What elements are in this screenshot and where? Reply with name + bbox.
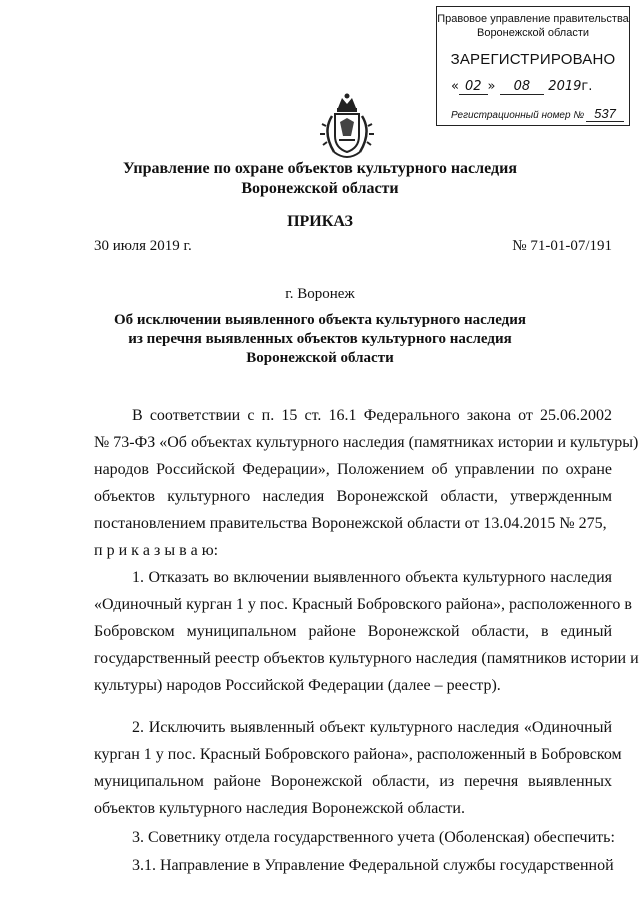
- title-line2: из перечня выявленных объектов культурного наследия: [128, 331, 512, 347]
- doc-type: ПРИКАЗ: [287, 213, 353, 230]
- body-line: 3.1. Направление в Управление Федеральной службы государственной: [132, 857, 614, 874]
- stamp-date-year: 2019: [548, 79, 582, 94]
- body-line: 2. Исключить выявленный объект культурного наследия «Одиночный: [132, 719, 612, 736]
- order-number: № 71-01-07/191: [512, 238, 612, 254]
- body-line: народов Российской Федерации», Положением об управлении по охране: [94, 461, 612, 478]
- body-line: В соответствии с п. 15 ст. 16.1 Федерального закона от 25.06.2002: [132, 407, 612, 424]
- stamp-reg-value: 537: [586, 106, 624, 122]
- org-name-line2: Воронежской области: [241, 180, 399, 197]
- registration-stamp: [436, 6, 630, 126]
- title-line3: Воронежской области: [246, 350, 394, 366]
- body-line: № 73-ФЗ «Об объектах культурного наследия (памятниках истории и культуры): [94, 434, 639, 451]
- title-line1: Об исключении выявленного объекта культурного наследия: [113, 312, 526, 328]
- stamp-date-month: 08: [500, 79, 545, 95]
- coat-of-arms-icon: [318, 92, 376, 162]
- stamp-date: « 02 » 08 2019г.: [451, 79, 593, 94]
- city: г. Воронеж: [285, 286, 355, 302]
- order-date: 30 июля 2019 г.: [94, 238, 192, 254]
- body-line: 3. Советнику отдела государственного учета (Оболенская) обеспечить:: [132, 829, 615, 846]
- body-line: «Одиночный курган 1 у пос. Красный Бобровского района», расположенного в: [94, 596, 632, 613]
- body-line: объектов культурного наследия Воронежской области.: [94, 800, 465, 817]
- body-line: культуры) народов Российской Федерации (далее – реестр).: [94, 677, 501, 694]
- body-line: постановлением правительства Воронежской области от 13.04.2015 № 275,: [94, 515, 607, 532]
- body-line-decree: п р и к а з ы в а ю:: [94, 542, 219, 559]
- body-line: Бобровском муниципальном районе Воронежской области, в единый: [94, 623, 612, 640]
- body-line: объектов культурного наследия Воронежской области, утвержденным: [94, 488, 612, 505]
- body-line: 1. Отказать во включении выявленного объекта культурного наследия: [132, 569, 612, 586]
- org-name-line1: Управление по охране объектов культурного наследия: [123, 160, 517, 177]
- stamp-reg-number: [451, 106, 624, 121]
- stamp-line2: Воронежской области: [476, 27, 589, 39]
- stamp-reg-label: Регистрационный номер №: [451, 110, 585, 121]
- stamp-line1: Правовое управление правительства: [437, 13, 629, 25]
- body-line: муниципальном районе Воронежской области, из перечня выявленных: [94, 773, 612, 790]
- stamp-registered: ЗАРЕГИСТРИРОВАНО: [450, 51, 616, 68]
- body-line: государственный реестр объектов культурного наследия (памятников истории и: [94, 650, 639, 667]
- stamp-date-day: 02: [459, 79, 488, 95]
- body-line: курган 1 у пос. Красный Бобровского района», расположенный в Бобровском: [94, 746, 622, 763]
